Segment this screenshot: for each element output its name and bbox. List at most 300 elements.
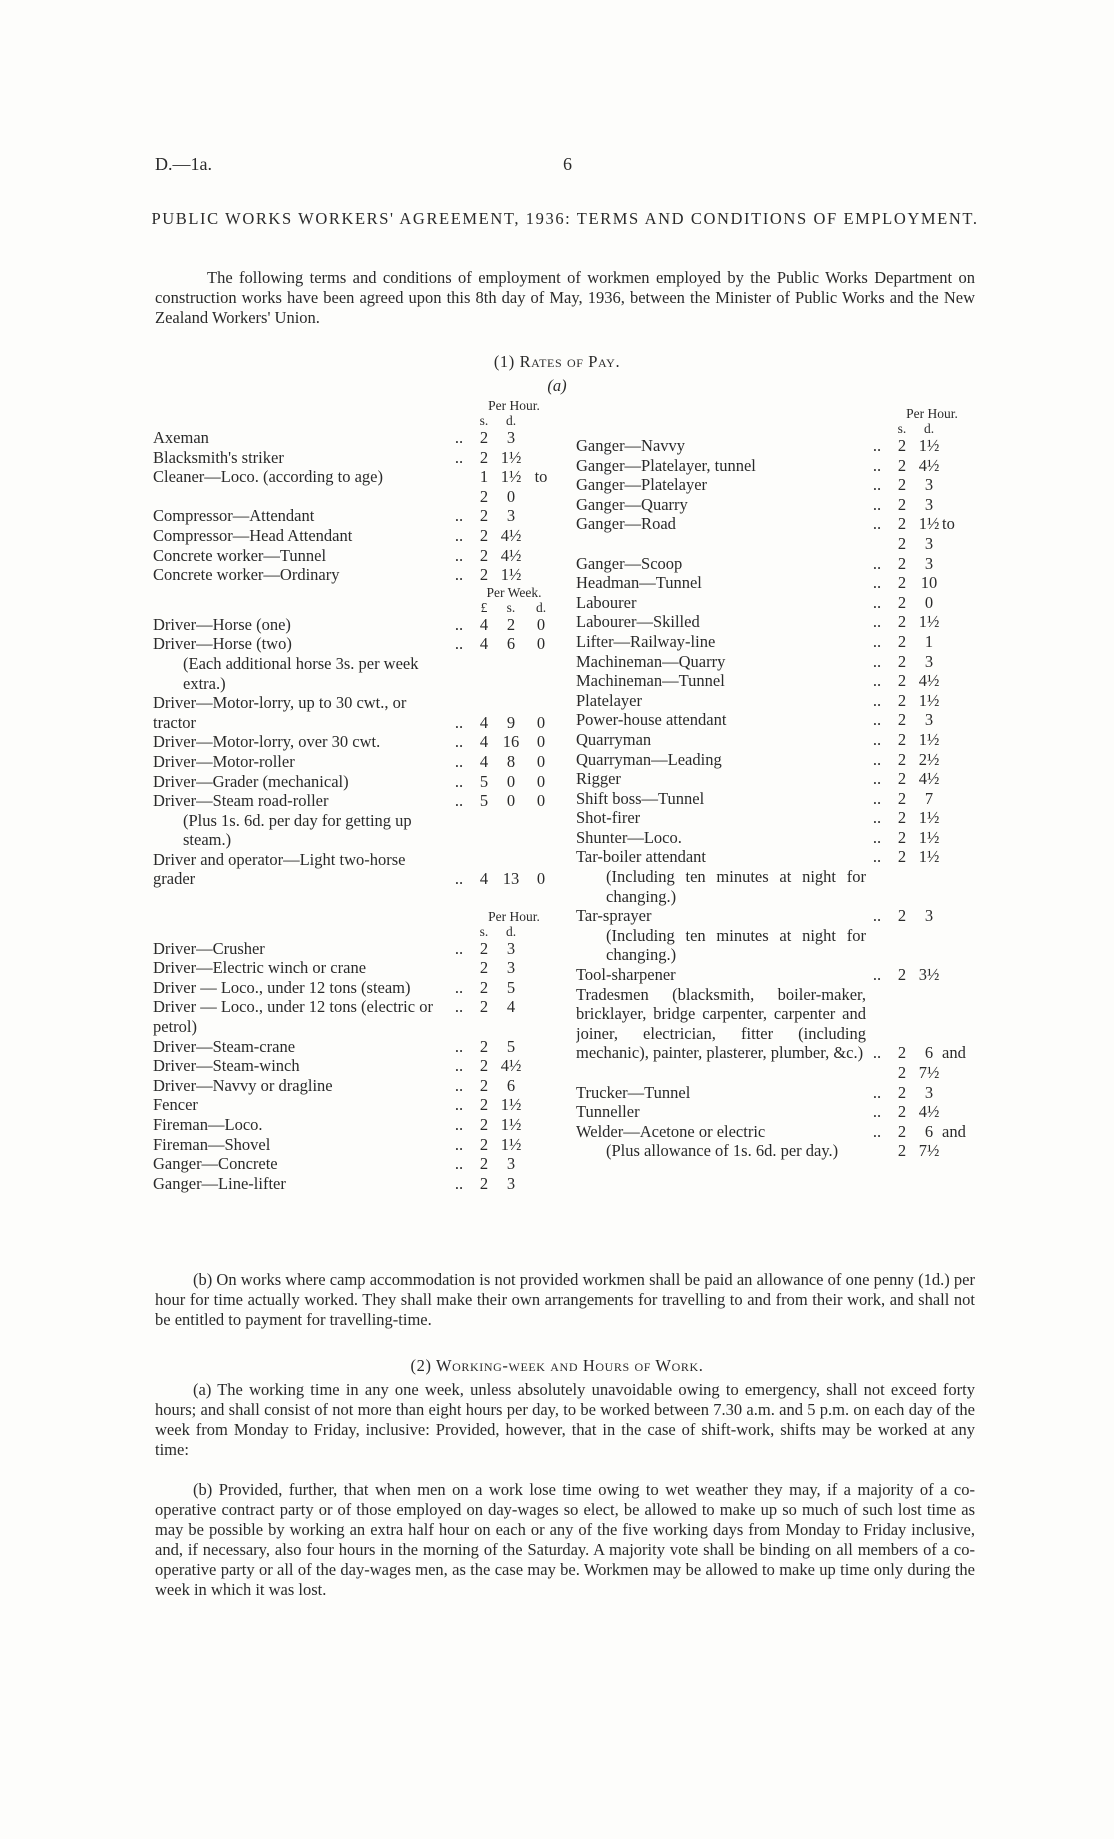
rate-label: Ganger—Quarry xyxy=(576,494,688,514)
pence-value: 4½ xyxy=(500,525,522,545)
pence-value: 1½ xyxy=(500,1134,522,1154)
rate-row xyxy=(153,546,558,566)
rate-row xyxy=(576,710,976,730)
pence-value: 1½ xyxy=(500,565,522,585)
leader-dots: .. xyxy=(454,1115,464,1134)
per-hour-header: Per Hour. xyxy=(488,908,540,924)
pence-value: 3 xyxy=(924,553,934,573)
pence-value: 4½ xyxy=(918,1102,940,1122)
rate-row xyxy=(576,436,976,456)
leader-dots: .. xyxy=(454,1095,464,1115)
weekly-rate-row xyxy=(153,850,558,889)
leader-dots: .. xyxy=(872,1102,882,1122)
spacer xyxy=(576,398,976,406)
spacer xyxy=(153,889,558,909)
rate-label: Ganger—Concrete xyxy=(153,1154,278,1174)
rate-label: Driver—Crusher xyxy=(153,938,265,958)
leader-dots: .. xyxy=(454,1154,464,1174)
leader-dots: .. xyxy=(454,614,464,634)
leader-dots: .. xyxy=(454,634,464,654)
shillings-value: 2 xyxy=(897,769,907,789)
rate-label: Concrete worker—Tunnel xyxy=(153,545,327,565)
rate-label: Driver—Steam-crane xyxy=(153,1036,296,1056)
weekly-rate-row xyxy=(153,752,558,772)
leader-dots: .. xyxy=(872,769,882,789)
rate-suffix: and xyxy=(942,1043,966,1063)
pounds-value: 4 xyxy=(479,634,489,654)
pence-value: 0 xyxy=(536,869,546,889)
leader-dots: .. xyxy=(872,631,882,651)
rate-label: Compressor—Head Attendant xyxy=(153,525,353,545)
rate-row xyxy=(153,565,558,585)
leader-dots: .. xyxy=(872,592,882,612)
rate-label: Quarryman—Leading xyxy=(576,749,722,769)
leader-dots: .. xyxy=(454,1056,464,1076)
intro-paragraph: The following terms and conditions of employment of workmen employed by the Public Works Department on construction works have been agreed upon this 8th day of May, 1936, between the Minister of Public Works and the New Zealand Workers' Union. xyxy=(155,268,975,327)
rate-row xyxy=(153,448,558,468)
pence-value: 6 xyxy=(924,1043,934,1063)
rate-row xyxy=(153,1174,558,1194)
leader-dots: .. xyxy=(454,1134,464,1154)
shillings-value: 2 xyxy=(479,1056,489,1076)
leader-dots: .. xyxy=(872,514,882,534)
blank-header xyxy=(524,924,558,939)
shillings-value: 8 xyxy=(506,751,516,771)
rate-row xyxy=(153,467,558,487)
rate-label: Lifter—Railway-line xyxy=(576,631,716,651)
pence-value: 5 xyxy=(506,977,516,997)
shillings-value: 2 xyxy=(479,565,489,585)
leader-dots: .. xyxy=(872,710,882,730)
rate-header-columns xyxy=(153,413,558,428)
paragraph-b-camp-allowance: (b) On works where camp accommodation is not provided workmen shall be paid an allowance of one penny (1d.) per hour for time actually worked. They shall make their own arrangements for travelling to and from their work, and shall not be entitled to payment for travelling-time. xyxy=(155,1270,975,1329)
leader-dots: .. xyxy=(454,428,464,447)
shillings-value: 2 xyxy=(897,612,907,632)
rate-label: Driver—Motor-roller xyxy=(153,751,295,771)
shillings-value: 2 xyxy=(897,1102,907,1122)
pence-value: 7½ xyxy=(918,1063,940,1082)
blank-header xyxy=(524,413,558,428)
rate-label: Ganger—Scoop xyxy=(576,553,683,573)
leader-dots: .. xyxy=(872,1082,882,1102)
rate-row xyxy=(153,958,558,978)
pence-value: 3 xyxy=(924,533,934,553)
shilling-header: s. xyxy=(897,421,907,436)
rate-row xyxy=(153,939,558,959)
rate-row xyxy=(153,1135,558,1155)
rate-row xyxy=(576,652,976,672)
right-rates-column xyxy=(576,398,976,1161)
leader-dots: .. xyxy=(872,906,882,926)
rate-label: Labourer xyxy=(576,592,637,612)
rate-label: (Including ten minutes at night for changing.) xyxy=(606,925,866,965)
pence-value: 0 xyxy=(536,712,546,732)
leader-dots: .. xyxy=(872,847,882,867)
rate-label: Machineman—Tunnel xyxy=(576,671,725,691)
shillings-value: 2 xyxy=(479,958,489,978)
pence-value: 1½ xyxy=(500,467,522,487)
pence-value: 1½ xyxy=(918,729,940,749)
pence-value: 3½ xyxy=(918,965,940,985)
shillings-value: 2 xyxy=(897,710,907,730)
rate-label: Axeman xyxy=(153,428,209,447)
shillings-value: 2 xyxy=(897,494,907,514)
leader-dots: .. xyxy=(872,573,882,593)
rate-row xyxy=(576,985,976,1063)
rate-label: Driver and operator—Light two-horse grader xyxy=(153,849,406,889)
pence-value: 4½ xyxy=(918,671,940,691)
pence-value: 0 xyxy=(924,592,934,612)
rate-row xyxy=(153,1115,558,1135)
rate-row xyxy=(576,593,976,613)
leader-dots: .. xyxy=(454,869,464,889)
rate-label: Ganger—Road xyxy=(576,514,676,534)
rate-row xyxy=(576,828,976,848)
leader-dots: .. xyxy=(454,1075,464,1095)
paragraph-2b-lost-time: (b) Provided, further, that when men on a work lose time owing to wet weather they may, if a majority of a co-operative contract party or of those employed on day-wages so elect, be allowed to make up so much of such lost time as may be possible by working an extra half hour on each or any of the five working days from Monday to Friday inclusive, and, if necessary, also four hours in the morning of the Saturday. A majority vote shall be binding on all members of a co-operative party or all of the day-wages men, as the case may be. Workmen may be allowed to make up time only during the week in which it was lost. xyxy=(155,1480,975,1599)
weekly-rate-row xyxy=(153,791,558,811)
rate-label: Driver — Loco., under 12 tons (electric or petrol) xyxy=(153,997,433,1037)
leader-dots: .. xyxy=(454,732,464,752)
pence-value: 2½ xyxy=(918,749,940,769)
pence-value: 1½ xyxy=(500,1095,522,1115)
rate-header-columns xyxy=(153,600,558,615)
rate-row xyxy=(576,789,976,809)
rate-row xyxy=(576,554,976,574)
leader-dots: .. xyxy=(454,997,464,1017)
weekly-rate-row xyxy=(153,634,558,654)
page-number: 6 xyxy=(563,154,572,174)
per-hour-header: Per Hour. xyxy=(906,406,958,421)
rate-label: Driver—Steam road-roller xyxy=(153,791,329,811)
rate-label: Driver—Grader (mechanical) xyxy=(153,771,349,791)
rate-row xyxy=(153,997,558,1036)
shillings-value: 2 xyxy=(479,1154,489,1174)
rate-label: Shot-firer xyxy=(576,808,641,828)
rate-row xyxy=(576,456,976,476)
shillings-value: 2 xyxy=(897,749,907,769)
leader-dots: .. xyxy=(872,651,882,671)
rate-label: Fencer xyxy=(153,1095,198,1115)
pence-value: 0 xyxy=(506,486,516,506)
rate-label: (Plus allowance of 1s. 6d. per day.) xyxy=(606,1141,839,1161)
per-hour-header: Per Hour. xyxy=(488,398,540,413)
pence-value: 3 xyxy=(506,958,516,978)
rate-row xyxy=(576,730,976,750)
pence-header: d. xyxy=(505,923,517,939)
shillings-value: 2 xyxy=(897,631,907,651)
rate-label: Cleaner—Loco. (according to age) xyxy=(153,467,383,487)
rate-row xyxy=(576,808,976,828)
rate-label: Power-house attendant xyxy=(576,710,727,730)
pounds-value: 4 xyxy=(479,751,489,771)
pence-value: 4½ xyxy=(500,1056,522,1076)
rate-row xyxy=(576,750,976,770)
leader-dots: .. xyxy=(872,690,882,710)
pence-value: 6 xyxy=(924,1121,934,1141)
pence-value: 3 xyxy=(506,506,516,526)
rate-label: Blacksmith's striker xyxy=(153,447,284,467)
rate-label: Ganger—Navvy xyxy=(576,436,686,455)
shillings-value: 2 xyxy=(479,1173,489,1193)
leader-dots: .. xyxy=(872,455,882,475)
rate-label: Labourer—Skilled xyxy=(576,612,700,632)
rate-row xyxy=(576,769,976,789)
rate-label: Welder—Acetone or electric xyxy=(576,1121,766,1141)
rate-row xyxy=(576,965,976,985)
leader-dots: .. xyxy=(454,506,464,526)
rate-row xyxy=(153,978,558,998)
paragraph-2a-working-time: (a) The working time in any one week, unless absolutely unavoidable owing to emergency, shall not exceed forty hours; and shall consist of not more than eight hours per day, to be worked between 7.30 a.m. and 5 p.m. on each day of the week from Monday to Friday, inclusive: Provided, however, that in the case of shift-work, shifts may be worked at any time: xyxy=(155,1380,975,1459)
pounds-value: 4 xyxy=(479,869,489,889)
rate-row xyxy=(576,926,976,965)
shillings-value: 2 xyxy=(897,1043,907,1063)
leader-dots: .. xyxy=(872,612,882,632)
shillings-value: 9 xyxy=(506,712,516,732)
weekly-rate-row xyxy=(153,693,558,732)
shillings-value: 2 xyxy=(897,788,907,808)
rate-label: Trucker—Tunnel xyxy=(576,1082,691,1102)
leader-dots: .. xyxy=(454,1036,464,1056)
leader-dots: .. xyxy=(872,475,882,495)
pence-value: 4 xyxy=(506,997,516,1017)
shilling-header: s. xyxy=(479,413,489,428)
rate-label: Driver—Horse (two) xyxy=(153,634,292,654)
rate-label: Quarryman xyxy=(576,729,652,749)
rate-row xyxy=(576,632,976,652)
shillings-value: 0 xyxy=(506,791,516,811)
rate-row xyxy=(153,526,558,546)
pence-value: 10 xyxy=(920,573,938,593)
rate-row xyxy=(576,612,976,632)
pence-value: 3 xyxy=(506,1154,516,1174)
pounds-value: 5 xyxy=(479,791,489,811)
pence-value: 3 xyxy=(924,494,934,514)
pence-value: 7 xyxy=(924,788,934,808)
rate-row xyxy=(153,1076,558,1096)
leader-dots: .. xyxy=(872,729,882,749)
rate-row xyxy=(576,1141,976,1161)
shillings-value: 2 xyxy=(897,671,907,691)
rate-row xyxy=(576,691,976,711)
pence-value: 5 xyxy=(506,1036,516,1056)
rate-label: (Including ten minutes at night for changing.) xyxy=(606,867,866,906)
rate-row xyxy=(153,1154,558,1174)
rate-row xyxy=(576,495,976,515)
rate-row xyxy=(576,906,976,926)
blank-header xyxy=(942,421,976,436)
pence-value: 0 xyxy=(536,634,546,654)
pence-value: 1½ xyxy=(918,808,940,828)
pence-value: 1 xyxy=(924,631,934,651)
pence-value: 1½ xyxy=(918,612,940,632)
shillings-value: 2 xyxy=(479,1134,489,1154)
pence-value: 1½ xyxy=(918,514,940,534)
shillings-value: 2 xyxy=(479,977,489,997)
rate-row xyxy=(576,1063,976,1083)
shillings-value: 2 xyxy=(479,428,489,447)
rate-suffix: to xyxy=(942,514,955,534)
shilling-header: s. xyxy=(479,923,489,939)
rate-label: Driver—Motor-lorry, up to 30 cwt., or tractor xyxy=(153,693,407,732)
rate-row xyxy=(576,514,976,534)
shillings-value: 2 xyxy=(897,533,907,553)
rate-row xyxy=(153,506,558,526)
leader-dots: .. xyxy=(454,938,464,958)
rate-label: Ganger—Platelayer, tunnel xyxy=(576,455,756,475)
leader-dots: .. xyxy=(454,977,464,997)
shillings-value: 2 xyxy=(479,447,489,467)
leader-dots: .. xyxy=(872,494,882,514)
shillings-value: 2 xyxy=(479,1115,489,1134)
pence-value: 0 xyxy=(536,751,546,771)
shillings-value: 2 xyxy=(897,475,907,495)
leader-dots: .. xyxy=(872,788,882,808)
rate-row xyxy=(576,475,976,495)
rate-row xyxy=(153,487,558,507)
weekly-rate-row xyxy=(153,654,558,693)
shillings-value: 2 xyxy=(479,486,489,506)
section-1-heading: (1) Rates of Pay. xyxy=(493,352,621,371)
pence-value: 1½ xyxy=(500,447,522,467)
shillings-value: 16 xyxy=(502,732,520,752)
shillings-value: 2 xyxy=(897,651,907,671)
leader-dots: .. xyxy=(454,565,464,585)
pence-value: 4½ xyxy=(918,455,940,475)
rate-row xyxy=(153,428,558,448)
shillings-value: 2 xyxy=(897,690,907,710)
rate-label: Driver—Horse (one) xyxy=(153,614,291,634)
pence-value: 0 xyxy=(536,771,546,791)
pence-value: 7½ xyxy=(918,1141,940,1161)
rate-label: Driver—Steam-winch xyxy=(153,1056,300,1076)
shillings-value: 2 xyxy=(897,965,907,985)
pounds-value: 5 xyxy=(479,771,489,791)
pence-value: 1½ xyxy=(918,690,940,710)
pence-value: 3 xyxy=(506,938,516,958)
rate-label: Driver—Electric winch or crane xyxy=(153,958,367,978)
leader-dots: .. xyxy=(872,965,882,985)
leader-dots: .. xyxy=(872,808,882,828)
pence-value: 1½ xyxy=(500,1115,522,1134)
shillings-value: 6 xyxy=(506,634,516,654)
shillings-value: 2 xyxy=(897,573,907,593)
rate-header-unit xyxy=(576,406,976,421)
rate-header-unit xyxy=(153,909,558,924)
shillings-value: 2 xyxy=(897,1121,907,1141)
rate-label: Tar-sprayer xyxy=(576,906,652,926)
rate-suffix: to xyxy=(534,467,548,487)
leader-dots: .. xyxy=(454,525,464,545)
shillings-value: 2 xyxy=(897,514,907,534)
rate-row xyxy=(576,1102,976,1122)
weekly-rate-row xyxy=(153,732,558,752)
pence-header: d. xyxy=(535,599,547,615)
pence-value: 0 xyxy=(536,791,546,811)
shillings-value: 2 xyxy=(506,614,516,634)
shillings-value: 2 xyxy=(897,455,907,475)
rate-label: Shunter—Loco. xyxy=(576,827,682,847)
subsection-a-label: (a) xyxy=(547,376,567,395)
shillings-value: 13 xyxy=(502,869,520,889)
leader-dots: .. xyxy=(454,447,464,467)
rate-label: Ganger—Platelayer xyxy=(576,475,708,495)
rate-row xyxy=(153,1095,558,1115)
pounds-value: 4 xyxy=(479,732,489,752)
pence-value: 0 xyxy=(536,732,546,752)
pence-value: 4½ xyxy=(918,769,940,789)
rate-label: Tradesmen (blacksmith, boiler-maker, bricklayer, bridge carpenter, carpenter and joiner, electrician, fitter (including mechanic), painter, plasterer, plumber, &c.) xyxy=(576,984,866,1063)
rate-header-columns xyxy=(576,421,976,436)
rate-row xyxy=(576,573,976,593)
pence-value: 3 xyxy=(924,1082,934,1102)
shillings-value: 1 xyxy=(479,467,489,487)
document-code: D.—1a. xyxy=(155,154,212,174)
pence-value: 1½ xyxy=(918,827,940,847)
pence-value: 1½ xyxy=(918,436,940,455)
weekly-rate-row xyxy=(153,811,558,850)
pound-header: £ xyxy=(480,599,488,615)
pence-value: 3 xyxy=(924,651,934,671)
rate-label: Fireman—Shovel xyxy=(153,1134,271,1154)
shillings-value: 2 xyxy=(897,1082,907,1102)
shillings-value: 2 xyxy=(897,592,907,612)
shillings-value: 2 xyxy=(897,906,907,926)
pence-header: d. xyxy=(923,421,935,436)
shillings-value: 2 xyxy=(479,545,489,565)
rate-label: Ganger—Line-lifter xyxy=(153,1173,286,1193)
rate-label: Headman—Tunnel xyxy=(576,573,702,593)
section-2-heading: (2) Working-week and Hours of Work. xyxy=(410,1356,704,1375)
rate-header-columns xyxy=(153,924,558,939)
shillings-value: 2 xyxy=(897,729,907,749)
leader-dots: .. xyxy=(872,749,882,769)
leader-dots: .. xyxy=(454,791,464,811)
leader-dots: .. xyxy=(454,545,464,565)
rate-row xyxy=(576,534,976,554)
shillings-value: 2 xyxy=(479,938,489,958)
rate-label: (Each additional horse 3s. per week extra.) xyxy=(183,653,419,693)
pence-value: 0 xyxy=(536,614,546,634)
leader-dots: .. xyxy=(872,1121,882,1141)
shillings-value: 2 xyxy=(897,808,907,828)
leader-dots: .. xyxy=(872,1043,882,1063)
shillings-value: 2 xyxy=(479,997,489,1017)
rate-label: Driver—Motor-lorry, over 30 cwt. xyxy=(153,732,381,752)
leader-dots: .. xyxy=(454,1173,464,1193)
shillings-value: 2 xyxy=(479,506,489,526)
shillings-value: 2 xyxy=(897,436,907,455)
rate-suffix: and xyxy=(942,1121,966,1141)
pence-value: 3 xyxy=(924,475,934,495)
shillings-value: 2 xyxy=(479,1095,489,1115)
rate-row xyxy=(576,1122,976,1142)
weekly-rate-row xyxy=(153,772,558,792)
leader-dots: .. xyxy=(872,671,882,691)
pence-value: 3 xyxy=(506,428,516,447)
shillings-value: 2 xyxy=(479,1036,489,1056)
rate-row xyxy=(153,1056,558,1076)
leader-dots: .. xyxy=(872,436,882,455)
rate-label: Platelayer xyxy=(576,690,642,710)
pounds-value: 4 xyxy=(479,712,489,732)
shillings-value: 2 xyxy=(897,847,907,867)
leader-dots: .. xyxy=(872,553,882,573)
left-rates-column xyxy=(153,398,558,1193)
pence-value: 6 xyxy=(506,1075,516,1095)
shillings-value: 2 xyxy=(897,1141,907,1161)
rate-row xyxy=(576,847,976,867)
